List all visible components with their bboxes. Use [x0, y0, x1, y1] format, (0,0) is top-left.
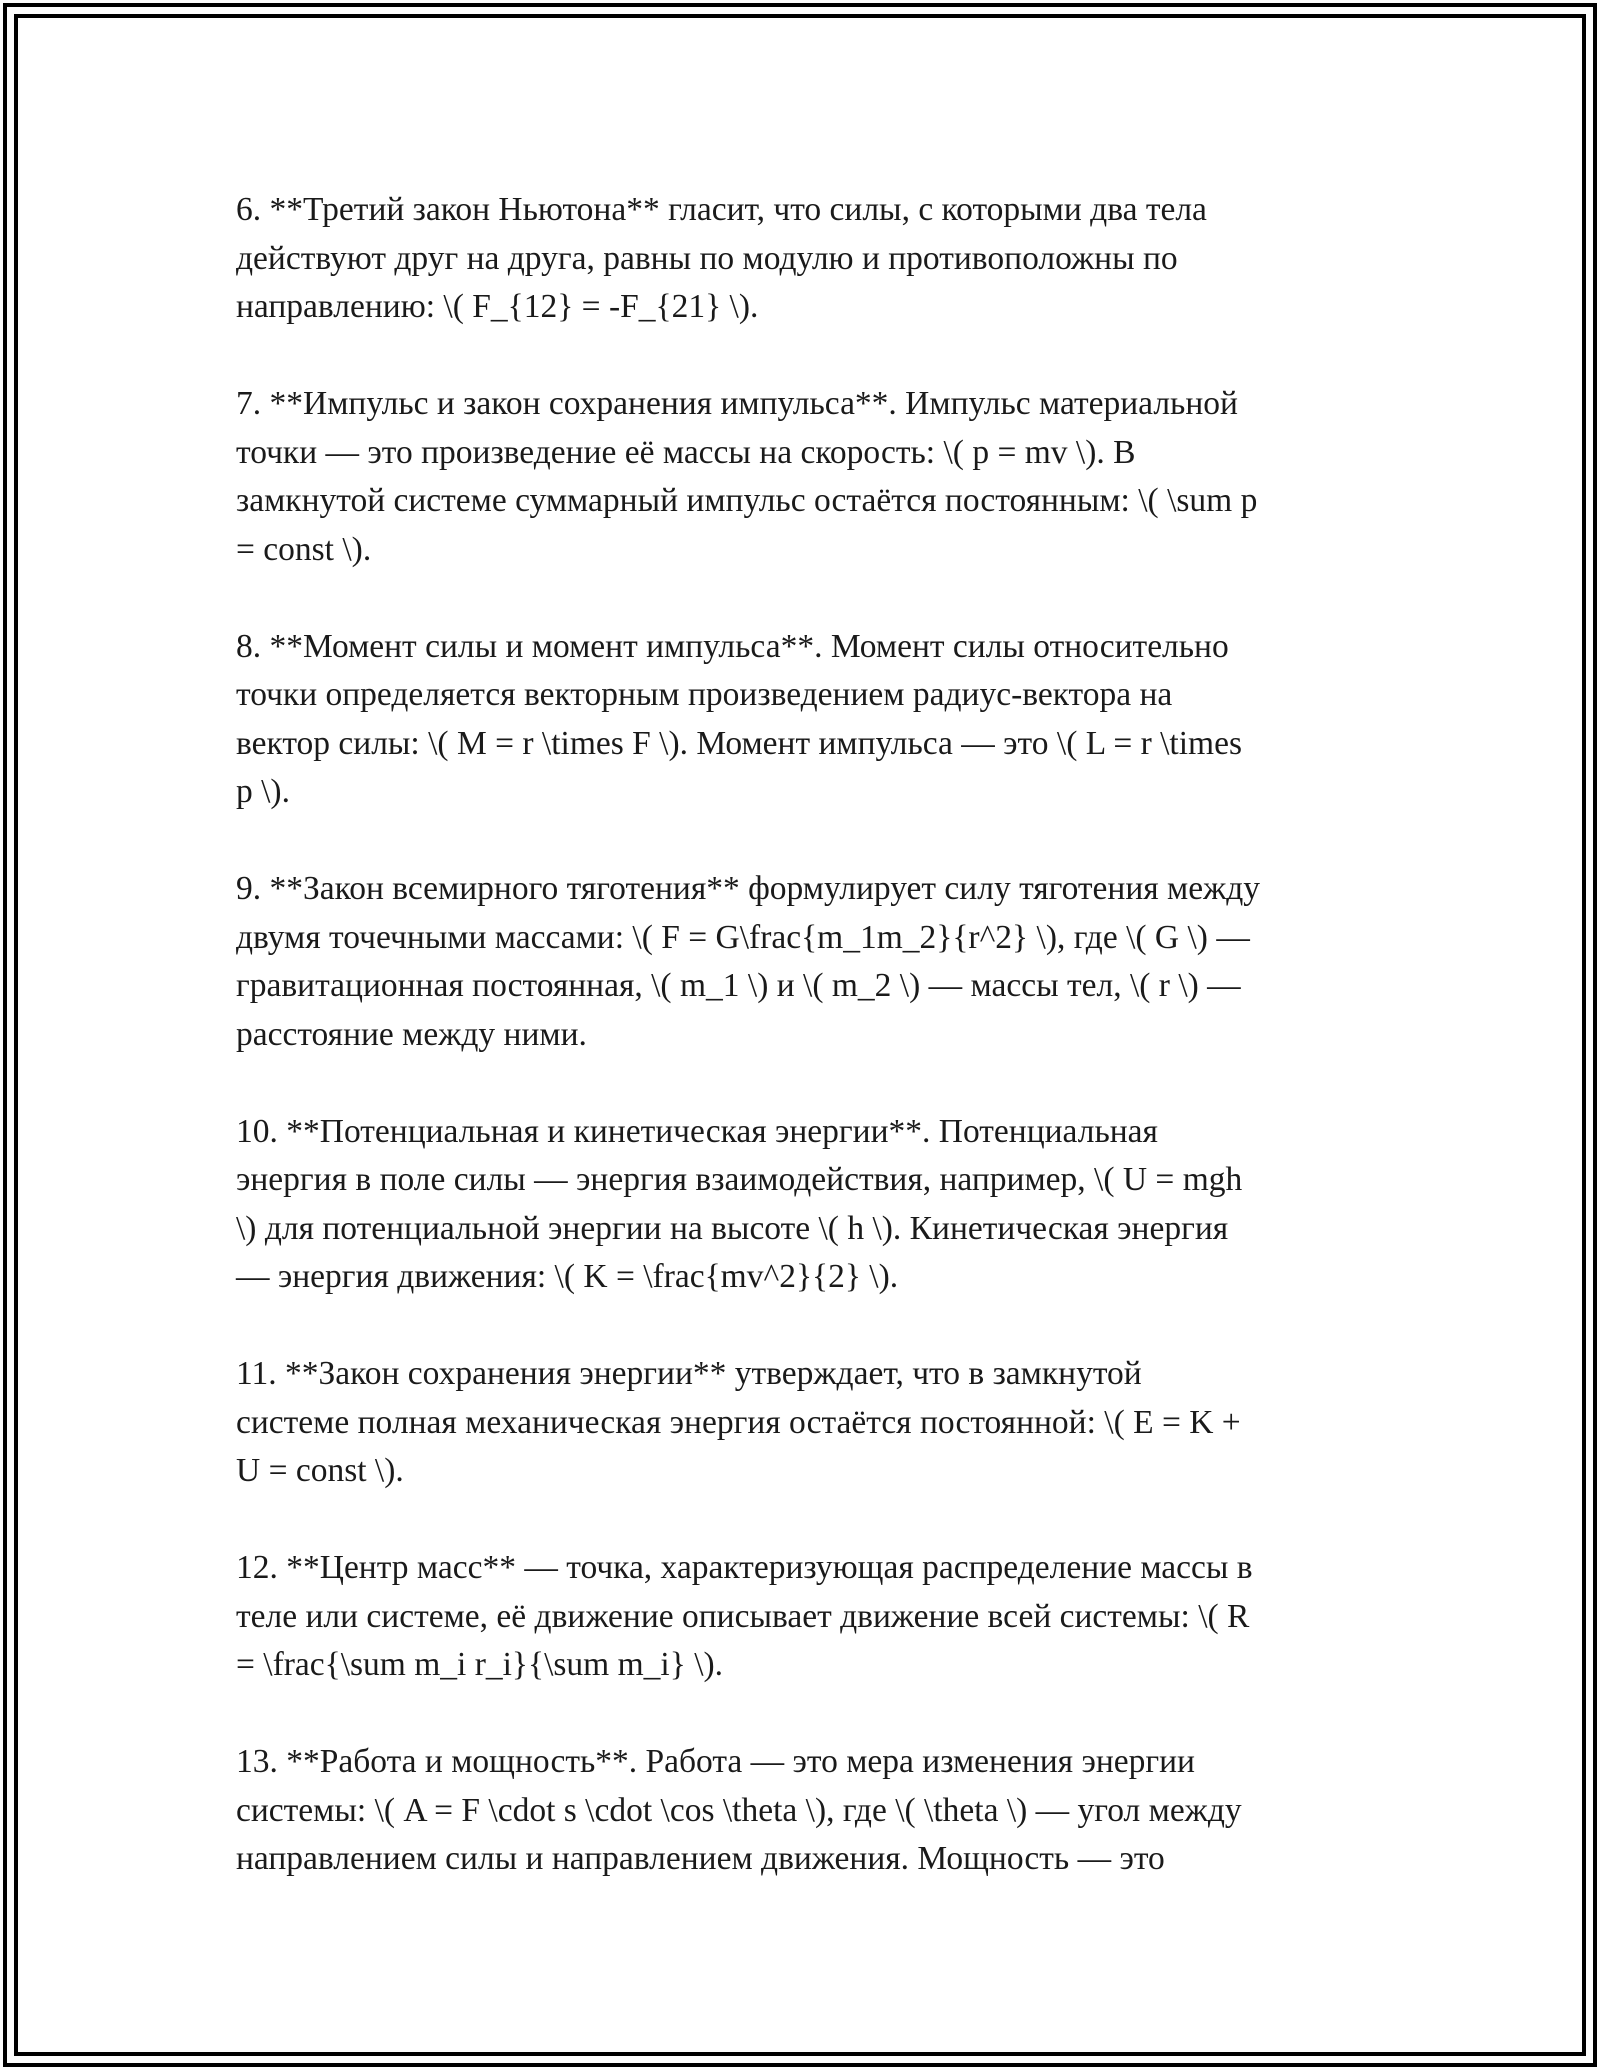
- paragraph-item-7: 7. **Импульс и закон сохранения импульса**. Импульс материальной точки — это произведение её массы на скорость: \( p = mv \). В замкнутой системе суммарный импульс остаётся постоянным: \( \sum p = const \).: [236, 385, 1258, 568]
- paragraph-item-12: 12. **Центр масс** — точка, характеризующая распределение массы в теле или системе, её движение описывает движение всей системы: \( R = \frac{\sum m_i r_i}{\sum m_i} \).: [236, 1549, 1253, 1683]
- document-body: [236, 186, 1376, 1932]
- paragraph-item-8: 8. **Момент силы и момент импульса**. Момент силы относительно точки определяется векторным произведением радиус-вектора на вектор силы: \( M = r \times F \). Момент импульса — это \( L = r \times p \).: [236, 627, 1242, 810]
- paragraph-item-10: 10. **Потенциальная и кинетическая энергии**. Потенциальная энергия в поле силы — энергия взаимодействия, например, \( U = mgh \) для потенциальной энергии на высоте \( h \). Кинетическая энергия — энергия движения: \( K = \frac{mv^2}{2} \).: [236, 1112, 1243, 1295]
- paragraph-item-6: 6. **Третий закон Ньютона** гласит, что силы, с которыми два тела действуют друг на друга, равны по модулю и противоположны по направлению: \( F_{12} = -F_{21} \).: [236, 191, 1207, 325]
- paragraph-item-9: 9. **Закон всемирного тяготения** формулирует силу тяготения между двумя точечными массами: \( F = G\frac{m_1m_2}{r^2} \), где \( G \) — гравитационная постоянная, \( m_1 \) и \( m_2 \) — массы тел, \( r \) — расстояние между ними.: [236, 870, 1261, 1053]
- paragraph-item-11: 11. **Закон сохранения энергии** утверждает, что в замкнутой системе полная механическая энергия остаётся постоянной: \( E = K + U = const \).: [236, 1355, 1241, 1489]
- paragraph-item-13: 13. **Работа и мощность**. Работа — это мера изменения энергии системы: \( A = F \cdot s \cdot \cos \theta \), где \( \theta \) — угол между направлением силы и направлением движения. Мощность — это: [236, 1743, 1242, 1877]
